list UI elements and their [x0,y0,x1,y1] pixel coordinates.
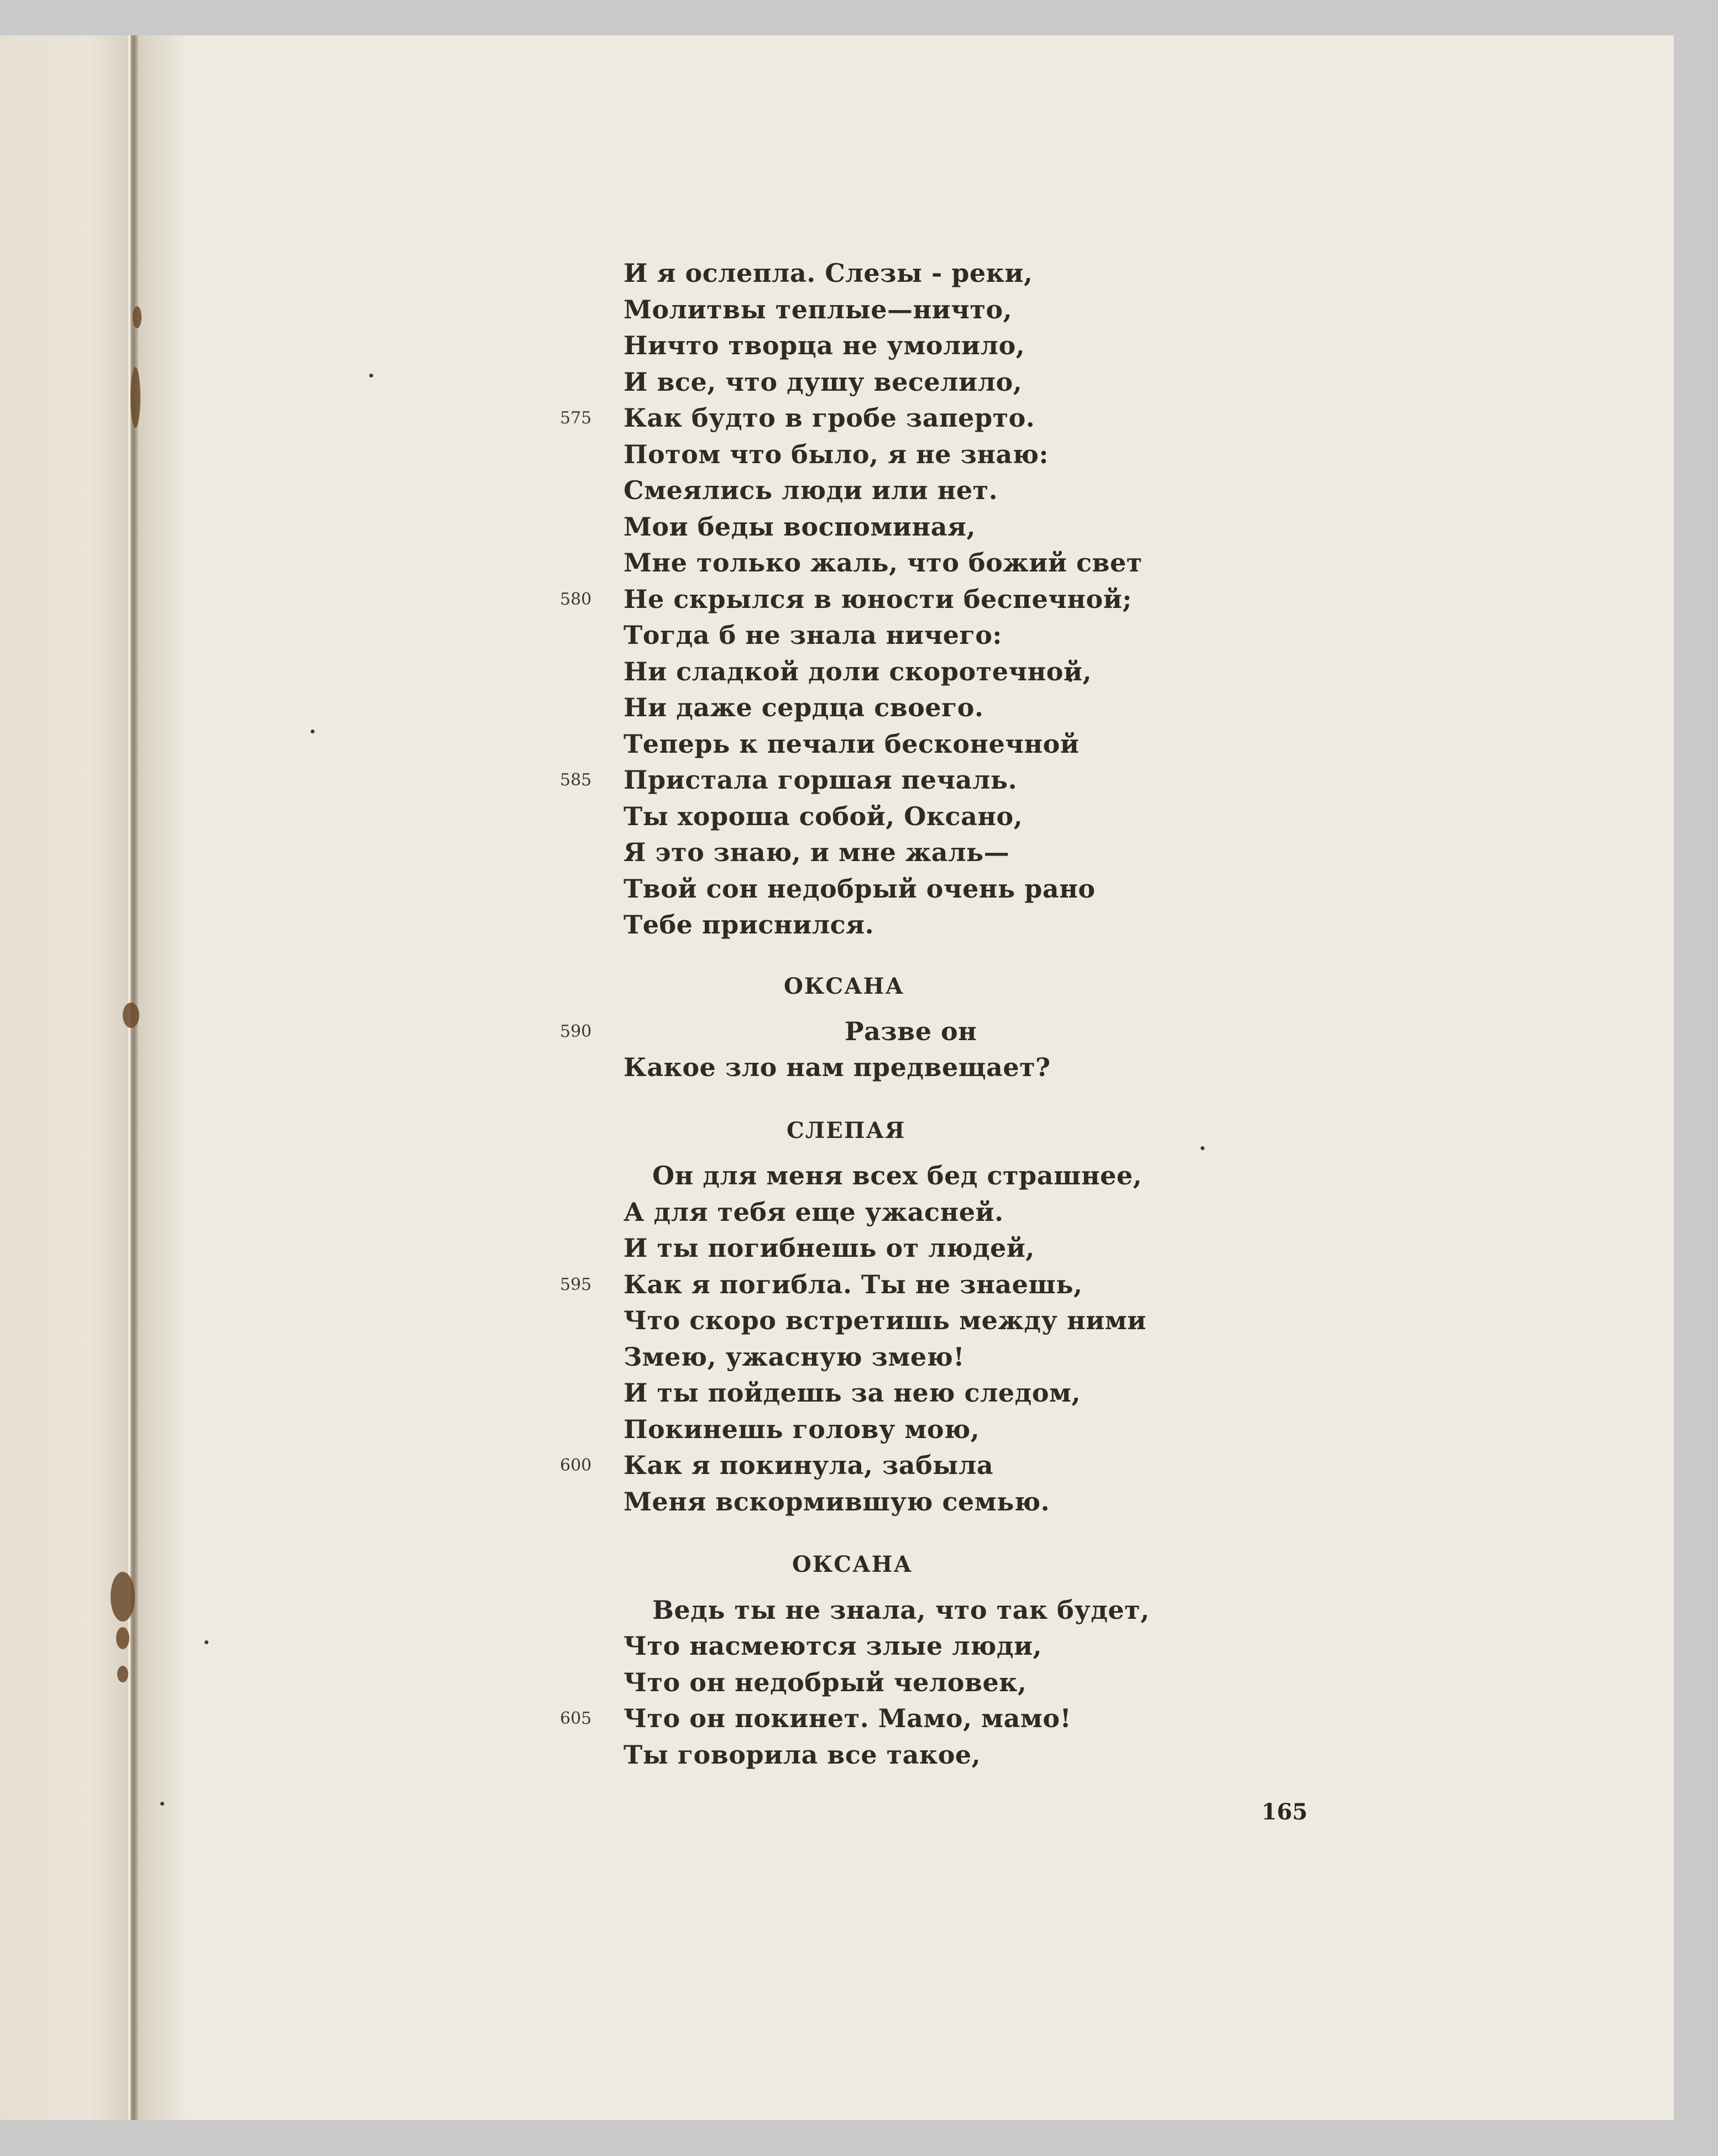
paper-speck [160,1802,164,1806]
verse-line: Что скоро встретишь между ними [624,1305,1146,1335]
paper-speck [369,374,373,377]
verse-line: Он для меня всех бед страшнее, [652,1161,1143,1190]
paper-speck [205,1640,208,1644]
verse-line: Твой сон недобрый очень рано [624,874,1096,904]
line-number: 580 [560,590,592,609]
facing-page-edge [0,35,128,2120]
verse-line: Ты хороша собой, Оксано, [624,801,1023,831]
speaker-name: ОКСАНА [792,1551,913,1577]
verse-line: Что он недобрый человек, [624,1667,1027,1697]
verse-line: Что он покинет. Мамо, мамо! [624,1703,1072,1733]
verse-line: Ни даже сердца своего. [624,693,984,722]
verse-line: Не скрылся в юности беспечной; [624,584,1132,614]
page-number: 165 [1261,1799,1308,1825]
stain-mark [133,306,142,328]
speaker-name: ОКСАНА [784,973,905,999]
verse-line: Покинешь голову мою, [624,1414,980,1444]
line-number: 590 [560,1022,592,1041]
line-number: 575 [560,408,592,428]
verse-line: Ты говорила все такое, [624,1740,981,1770]
verse-line: Пристала горшая печаль. [624,765,1018,795]
line-number: 600 [560,1456,592,1475]
stain-mark [123,1003,139,1028]
verse-line: Ни сладкой доли скоротечной, [624,657,1092,686]
paper-speck [1201,1146,1204,1150]
verse-line: Как я погибла. Ты не знаешь, [624,1270,1083,1299]
verse-line: И ты пойдешь за нею следом, [624,1378,1081,1408]
verse-line: Что насмеются злые люди, [624,1631,1043,1661]
verse-line: Молитвы теплые—ничто, [624,295,1013,324]
line-number: 585 [560,770,592,790]
verse-line: Змею, ужасную змею! [624,1342,965,1372]
verse-line: Смеялись люди или нет. [624,475,998,505]
verse-line: И все, что душу веселило, [624,367,1023,397]
verse-line: Тогда б не знала ничего: [624,620,1002,650]
verse-line: Какое зло нам предвещает? [624,1052,1051,1082]
verse-line: Тебе приснился. [624,910,874,940]
verse-line: Потом что было, я не знаю: [624,439,1049,469]
verse-line: И ты погибнешь от людей, [624,1233,1035,1263]
line-number: 595 [560,1275,592,1294]
verse-line: Меня вскормившую семью. [624,1487,1050,1517]
paper-speck [311,730,315,733]
stain-mark [111,1572,135,1622]
verse-line: Мои беды воспоминая, [624,512,976,542]
verse-line: Теперь к печали бесконечной [624,729,1080,759]
verse-line: Ведь ты не знала, что так будет, [652,1595,1150,1625]
verse-line: Как будто в гробе заперто. [624,403,1035,433]
gutter-shadow [138,35,188,2120]
verse-line: Как я покинула, забыла [624,1450,994,1480]
verse-line: Мне только жаль, что божий свет [624,548,1143,578]
stain-mark [130,367,140,428]
stain-mark [117,1666,128,1682]
speaker-name: СЛЕПАЯ [787,1118,906,1143]
verse-line: А для тебя еще ужасней. [624,1197,1004,1227]
book-page [0,35,1674,2120]
stain-mark [116,1627,129,1649]
verse-line: Я это знаю, и мне жаль— [624,837,1010,867]
verse-line: И я ослепла. Слезы - реки, [624,258,1033,288]
line-number: 605 [560,1709,592,1728]
book-gutter [130,35,138,2120]
verse-line: Разве он [845,1016,977,1046]
verse-line: Ничто творца не умолило, [624,331,1025,360]
